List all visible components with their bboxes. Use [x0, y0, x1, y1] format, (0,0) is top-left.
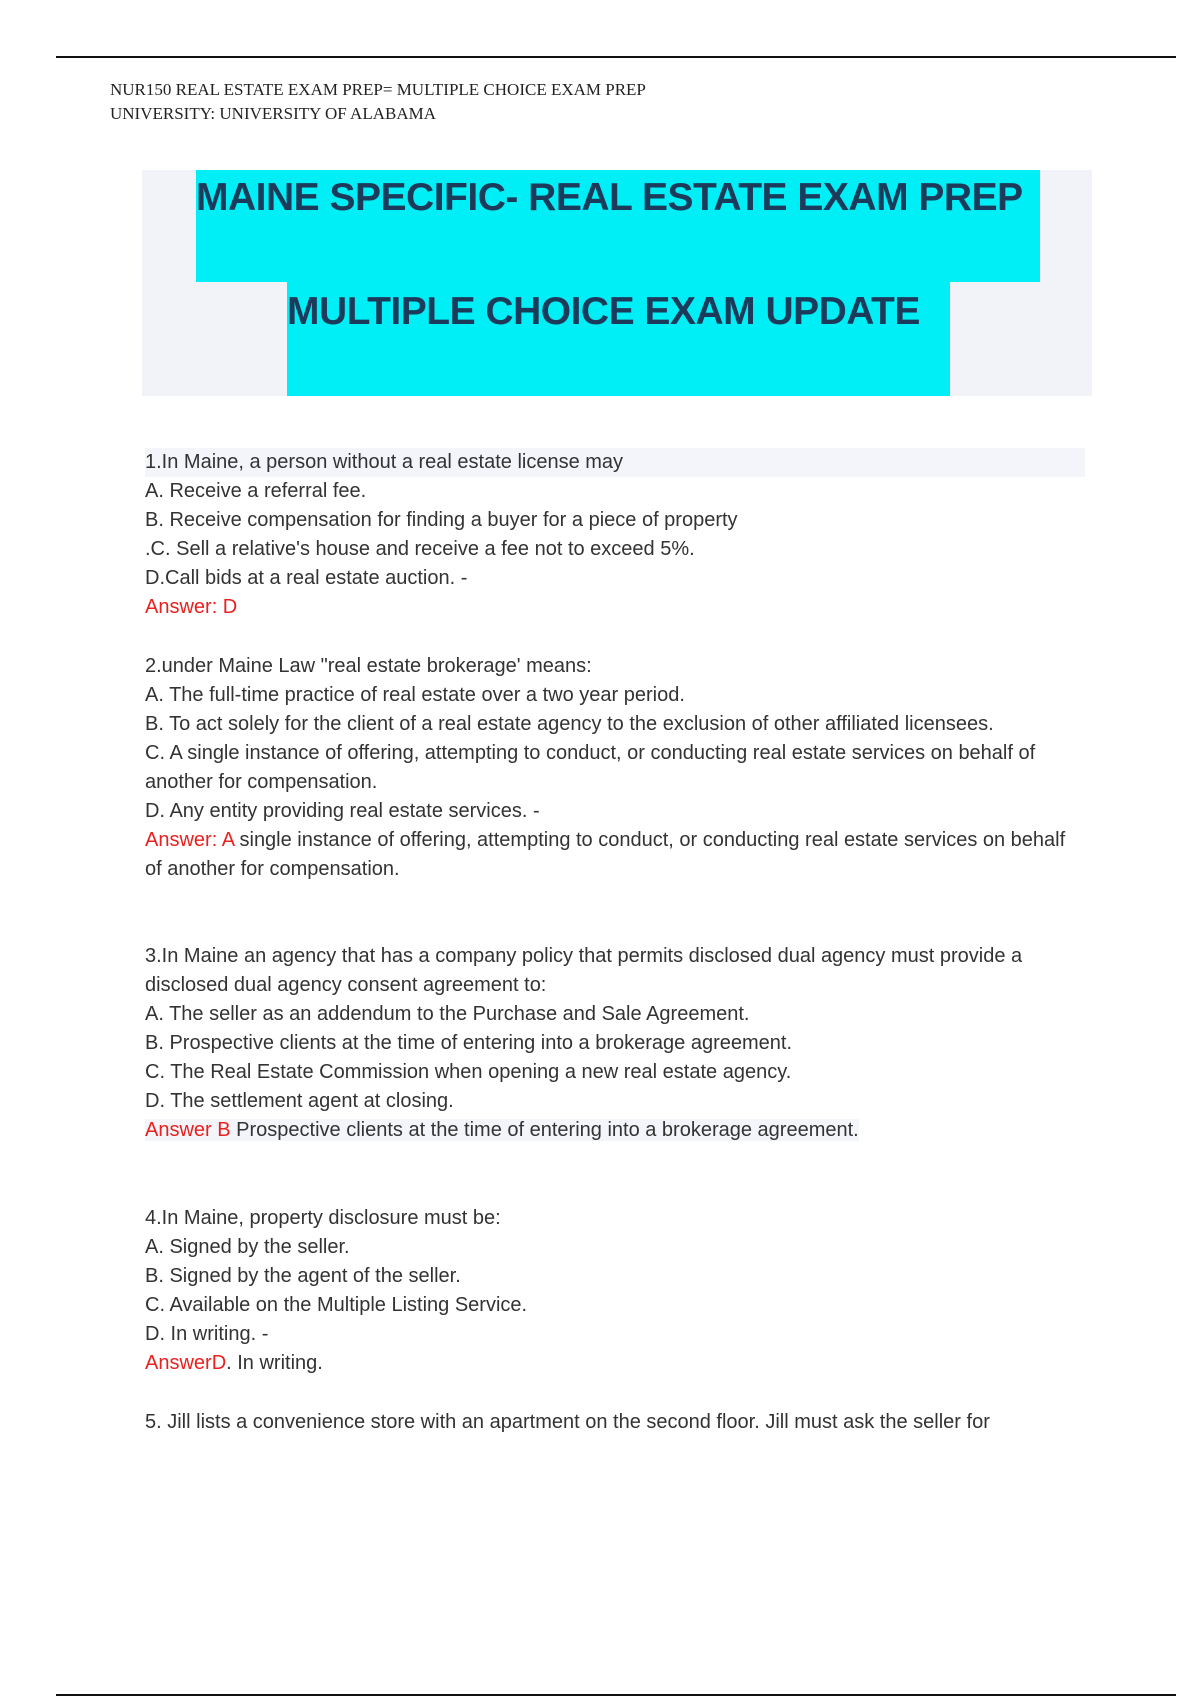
answer-text: Prospective clients at the time of entering into a brokerage agreement.	[230, 1119, 859, 1141]
option-c: C. The Real Estate Commission when opening a new real estate agency.	[145, 1061, 792, 1083]
question-list	[145, 448, 1085, 1437]
banner-title-line2: MULTIPLE CHOICE EXAM UPDATE	[287, 290, 920, 333]
banner-title-line1: MAINE SPECIFIC- REAL ESTATE EXAM PREP	[196, 176, 1023, 219]
header-university-line: UNIVERSITY: UNIVERSITY OF ALABAMA	[110, 104, 437, 123]
answer-label: Answer B	[145, 1119, 231, 1141]
answer-label: Answer: D	[145, 596, 238, 618]
option-a: A. The full-time practice of real estate over a two year period.	[145, 684, 685, 706]
question-prompt: 3.In Maine an agency that has a company policy that permits disclosed dual agency must provide a disclosed dual agency consent agreement to:	[145, 945, 1023, 996]
document-header	[110, 78, 646, 126]
title-banner-highlight-2	[287, 282, 950, 396]
answer-line	[145, 826, 1085, 884]
question-3	[145, 942, 1085, 1145]
option-a: A. Signed by the seller.	[145, 1236, 350, 1258]
option-b: B. Receive compensation for finding a buyer for a piece of property	[145, 509, 738, 531]
question-1	[145, 448, 1085, 622]
option-d: D. The settlement agent at closing.	[145, 1090, 454, 1112]
answer-line	[145, 1349, 1085, 1378]
option-a: A. The seller as an addendum to the Purchase and Sale Agreement.	[145, 1003, 750, 1025]
answer-label: AnswerD	[145, 1352, 227, 1374]
question-prompt: 5. Jill lists a convenience store with an apartment on the second floor. Jill must ask the seller for	[145, 1411, 990, 1433]
option-b: B. To act solely for the client of a real estate agency to the exclusion of other affiliated licensees.	[145, 713, 994, 735]
option-b: B. Signed by the agent of the seller.	[145, 1265, 461, 1287]
answer-line	[145, 1116, 1085, 1145]
answer-label: Answer: A	[145, 829, 234, 851]
option-c: .C. Sell a relative's house and receive a fee not to exceed 5%.	[145, 538, 695, 560]
question-prompt: 1.In Maine, a person without a real estate license may	[145, 448, 1085, 477]
answer-text: single instance of offering, attempting to conduct, or conducting real estate services on behalf of another for compensation.	[145, 829, 1066, 880]
question-2	[145, 652, 1085, 884]
option-d: D. In writing. -	[145, 1323, 269, 1345]
top-rule	[56, 56, 1176, 58]
option-d: D.Call bids at a real estate auction. -	[145, 567, 468, 589]
question-4	[145, 1204, 1085, 1378]
option-b: B. Prospective clients at the time of entering into a brokerage agreement.	[145, 1032, 793, 1054]
answer-text: . In writing.	[226, 1352, 323, 1374]
question-5	[145, 1408, 1085, 1437]
option-c: C. A single instance of offering, attempting to conduct, or conducting real estate services on behalf of another for compensation.	[145, 742, 1036, 793]
question-prompt: 2.under Maine Law "real estate brokerage' means:	[145, 655, 592, 677]
answer-line	[145, 593, 1085, 622]
header-course-line: NUR150 REAL ESTATE EXAM PREP= MULTIPLE CHOICE EXAM PREP	[110, 80, 646, 99]
option-c: C. Available on the Multiple Listing Service.	[145, 1294, 528, 1316]
option-a: A. Receive a referral fee.	[145, 480, 367, 502]
option-d: D. Any entity providing real estate services. -	[145, 800, 540, 822]
title-banner-highlight-1	[196, 170, 1040, 282]
question-prompt: 4.In Maine, property disclosure must be:	[145, 1207, 501, 1229]
bottom-rule	[56, 1694, 1176, 1696]
